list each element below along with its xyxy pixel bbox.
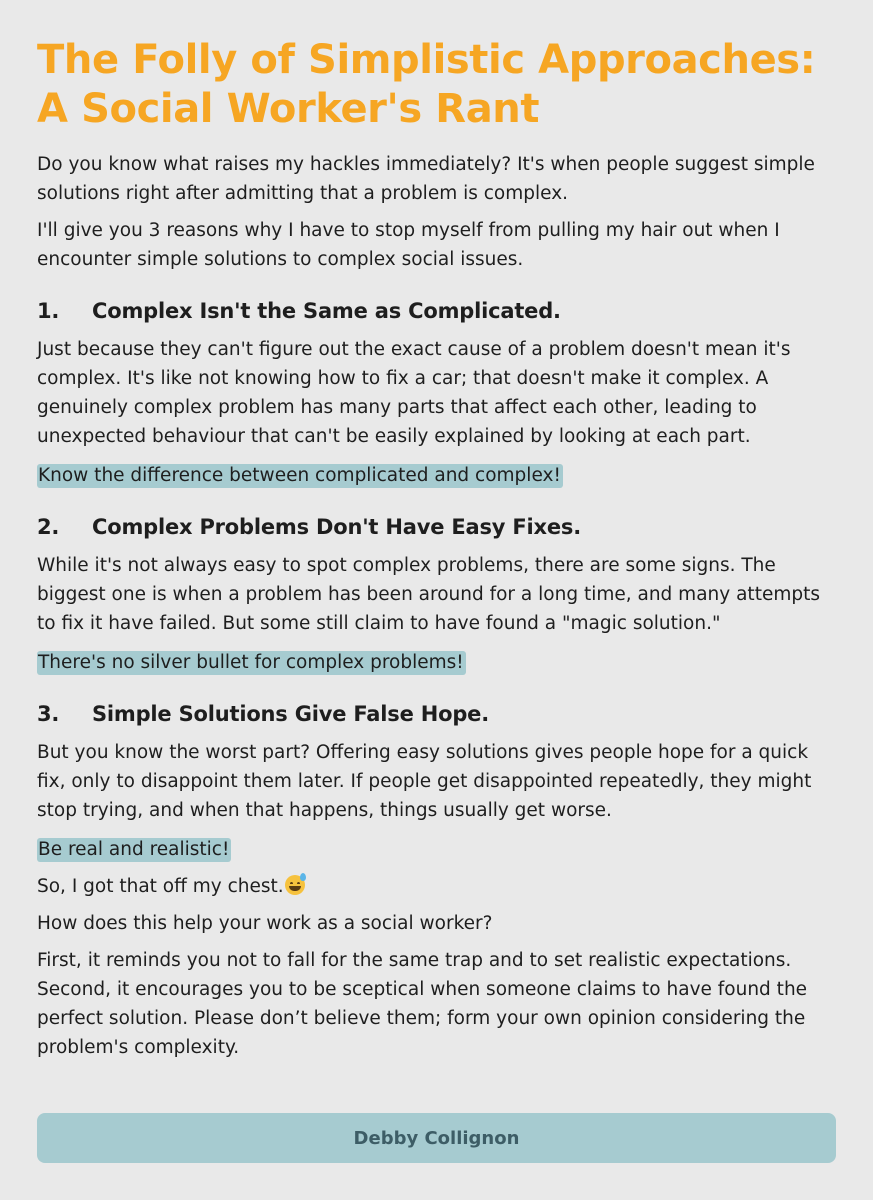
section-2 (37, 513, 836, 677)
closing-chest (37, 872, 836, 901)
section-1 (37, 297, 836, 490)
section-heading (37, 513, 836, 542)
section-body: Just because they can't figure out the exact cause of a problem doesn't mean it's complex. It's like not knowing how to fix a car; that doesn't make it complex. A genuinely complex problem has many parts that affect each other, leading to unexpected behaviour that can't be easily explained by looking at each part. (37, 339, 791, 447)
section-3 (37, 700, 836, 864)
intro-paragraph-1: Do you know what raises my hackles immediately? It's when people suggest simple solutions right after admitting that a problem is complex. (37, 154, 815, 204)
sweat-drop (300, 873, 306, 881)
author-name: Debby Collignon (353, 1127, 520, 1149)
highlight-text: There's no silver bullet for complex problems! (38, 652, 464, 673)
section-title: Complex Isn't the Same as Complicated. (92, 299, 561, 323)
highlight-text: Know the difference between complicated and complex! (38, 465, 561, 486)
section-number: 2. (37, 515, 60, 539)
closing-question: How does this help your work as a social worker? (37, 913, 493, 934)
closing-chest-text: So, I got that off my chest. (37, 876, 284, 897)
section-heading (37, 297, 836, 326)
section-body: But you know the worst part? Offering easy solutions gives people hope for a quick fix, only to disappoint them later. If people get disappointed repeatedly, they might stop trying, and when that happens, things usually get worse. (37, 742, 812, 821)
author-footer (37, 1113, 836, 1163)
closing-answer: First, it reminds you not to fall for the same trap and to set realistic expectations. Second, it encourages you to be sceptical when someone claims to have found the perfect solution. Please don’t believe them; form your own opinion considering the problem's complexity. (37, 950, 808, 1058)
section-takeaway (37, 648, 836, 677)
section-title: Simple Solutions Give False Hope. (92, 702, 489, 726)
section-number: 3. (37, 702, 60, 726)
highlight-text: Be real and realistic! (38, 839, 230, 860)
section-takeaway (37, 461, 836, 490)
section-number: 1. (37, 299, 60, 323)
grinning-face-with-sweat-icon (285, 875, 305, 895)
section-body: While it's not always easy to spot complex problems, there are some signs. The biggest one is when a problem has been around for a long time, and many attempts to fix it have failed. But some still claim to have found a "magic solution." (37, 555, 820, 634)
section-title: Complex Problems Don't Have Easy Fixes. (92, 515, 581, 539)
section-takeaway (37, 835, 836, 864)
intro-paragraph-2: I'll give you 3 reasons why I have to stop myself from pulling my hair out when I encounter simple solutions to complex social issues. (37, 220, 780, 270)
article-title: The Folly of Simplistic Approaches: A Social Worker's Rant (37, 37, 816, 132)
section-heading (37, 700, 836, 729)
emoji-eye (297, 882, 300, 886)
